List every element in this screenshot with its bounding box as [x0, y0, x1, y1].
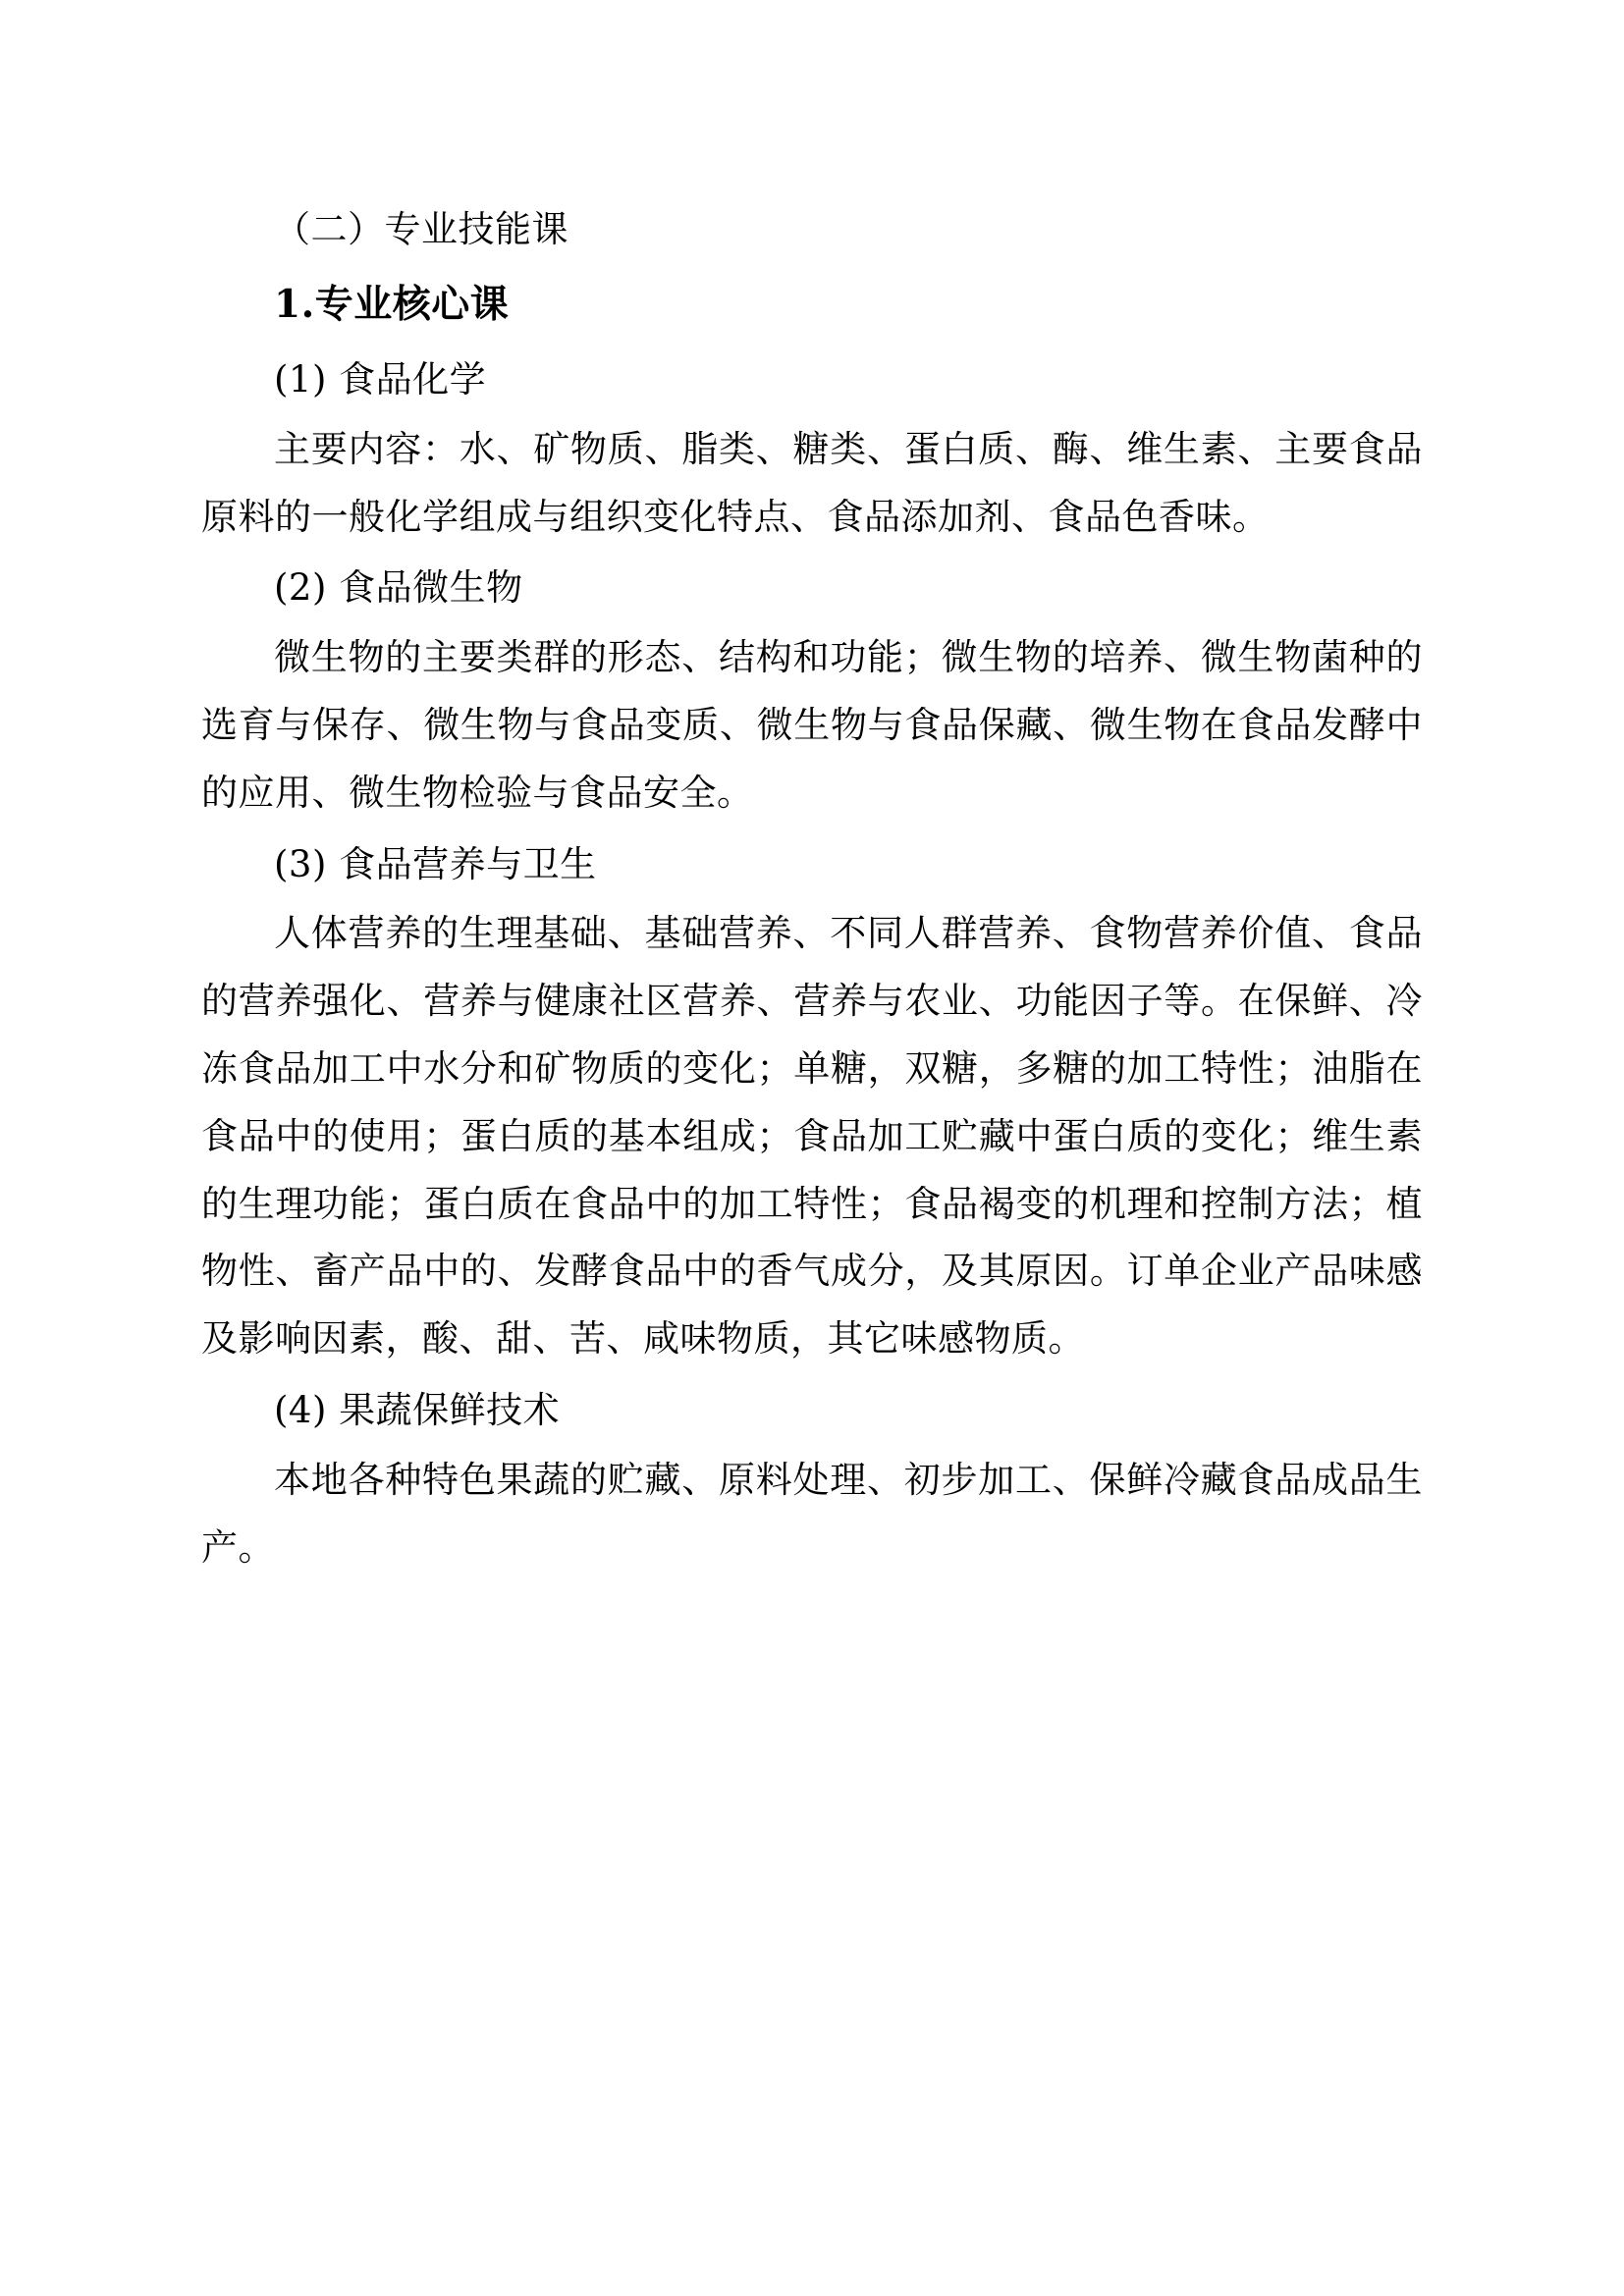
course-title: (4) 果蔬保鲜技术	[274, 1389, 561, 1432]
course-title: (1) 食品化学	[274, 357, 487, 400]
course-entry-3	[201, 831, 1423, 1374]
course-body: 人体营养的生理基础、基础营养、不同人群营养、食物营养价值、食品的营养强化、营养与健康社区营养、营养与农业、功能因子等。在保鲜、冷冻食品加工中水分和矿物质的变化；单糖，双糖，多糖的加工特性；油脂在食品中的使用；蛋白质的基本组成；食品加工贮藏中蛋白质的变化；维生素的生理功能；蛋白质在食品中的加工特性；食品褐变的机理和控制方法；植物性、畜产品中的、发酵食品中的香气成分，及其原因。订单企业产品味感及影响因素，酸、甜、苦、咸味物质，其它味感物质。	[201, 912, 1423, 1361]
course-body: 微生物的主要类群的形态、结构和功能；微生物的培养、微生物菌种的选育与保存、微生物与食品变质、微生物与食品保藏、微生物在食品发酵中的应用、微生物检验与食品安全。	[201, 636, 1423, 814]
course-title: (3) 食品营养与卫生	[274, 842, 597, 885]
document-body	[201, 196, 1423, 1582]
course-entry-4	[201, 1377, 1423, 1581]
course-entry-1	[201, 347, 1423, 551]
course-entry-2	[201, 555, 1423, 827]
section-heading: （二）专业技能课	[274, 208, 568, 250]
subsection-heading: 1.专业核心课	[274, 281, 510, 327]
course-body: 本地各种特色果蔬的贮藏、原料处理、初步加工、保鲜冷藏食品成品生产。	[201, 1458, 1423, 1569]
course-title: (2) 食品微生物	[274, 566, 523, 610]
course-body: 主要内容：水、矿物质、脂类、糖类、蛋白质、酶、维生素、主要食品原料的一般化学组成与组织变化特点、食品添加剂、食品色香味。	[201, 427, 1423, 538]
